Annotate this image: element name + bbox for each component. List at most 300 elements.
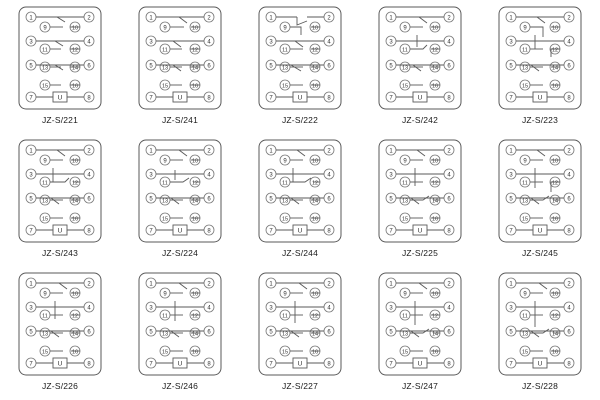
diagram-cell[interactable] xyxy=(240,0,360,133)
diagram-caption: JZ-S/221 xyxy=(41,115,79,125)
relay-diagram-svg xyxy=(257,138,343,244)
relay-diagram xyxy=(377,271,463,377)
svg-text:12: 12 xyxy=(551,47,559,54)
relay-diagram xyxy=(17,5,103,111)
svg-text:4: 4 xyxy=(447,39,451,46)
svg-text:12: 12 xyxy=(431,313,439,320)
svg-text:11: 11 xyxy=(42,180,48,187)
svg-text:1: 1 xyxy=(389,281,393,288)
svg-text:11: 11 xyxy=(42,47,48,54)
svg-text:1: 1 xyxy=(149,281,153,288)
svg-text:7: 7 xyxy=(509,95,513,102)
svg-text:13: 13 xyxy=(281,198,289,205)
svg-text:11: 11 xyxy=(162,47,168,54)
svg-text:11: 11 xyxy=(522,313,528,320)
svg-text:U: U xyxy=(57,360,63,368)
svg-text:14: 14 xyxy=(71,65,79,72)
svg-text:5: 5 xyxy=(269,63,273,70)
relay-diagram xyxy=(17,271,103,377)
svg-text:1: 1 xyxy=(29,15,33,22)
svg-text:14: 14 xyxy=(311,331,319,338)
svg-text:13: 13 xyxy=(41,331,49,338)
svg-text:11: 11 xyxy=(282,313,288,320)
relay-diagram-svg xyxy=(377,5,463,111)
svg-text:11: 11 xyxy=(282,47,288,54)
svg-text:6: 6 xyxy=(567,329,571,336)
svg-text:16: 16 xyxy=(431,83,439,90)
svg-text:13: 13 xyxy=(41,65,49,72)
svg-text:7: 7 xyxy=(269,228,273,235)
svg-text:2: 2 xyxy=(447,281,451,288)
svg-text:10: 10 xyxy=(431,291,439,298)
relay-diagram-svg xyxy=(497,5,583,111)
svg-text:5: 5 xyxy=(29,63,33,70)
diagram-caption: JZ-S/243 xyxy=(41,248,79,258)
relay-diagram xyxy=(497,271,583,377)
diagram-caption: JZ-S/227 xyxy=(281,381,319,391)
svg-text:9: 9 xyxy=(403,158,407,165)
svg-text:12: 12 xyxy=(191,313,199,320)
svg-text:5: 5 xyxy=(389,196,393,203)
relay-diagram xyxy=(497,5,583,111)
svg-text:14: 14 xyxy=(311,198,319,205)
svg-text:3: 3 xyxy=(389,172,393,179)
svg-text:6: 6 xyxy=(327,63,331,70)
svg-text:11: 11 xyxy=(402,313,408,320)
svg-text:3: 3 xyxy=(29,39,33,46)
svg-text:U: U xyxy=(537,94,543,102)
svg-text:16: 16 xyxy=(71,349,79,356)
svg-text:U: U xyxy=(417,360,423,368)
svg-text:14: 14 xyxy=(191,331,199,338)
svg-text:1: 1 xyxy=(269,148,273,155)
svg-text:14: 14 xyxy=(191,65,199,72)
diagram-cell[interactable] xyxy=(480,0,600,133)
svg-text:3: 3 xyxy=(269,305,273,312)
svg-text:2: 2 xyxy=(567,148,571,155)
svg-text:U: U xyxy=(297,227,303,235)
svg-text:6: 6 xyxy=(87,329,91,336)
svg-text:15: 15 xyxy=(41,216,49,223)
svg-text:6: 6 xyxy=(447,63,451,70)
svg-text:7: 7 xyxy=(509,228,513,235)
svg-text:1: 1 xyxy=(269,281,273,288)
relay-diagram xyxy=(137,5,223,111)
diagram-caption: JZ-S/247 xyxy=(401,381,439,391)
svg-text:10: 10 xyxy=(71,158,79,165)
diagram-cell[interactable] xyxy=(120,266,240,399)
svg-text:10: 10 xyxy=(311,158,319,165)
svg-text:14: 14 xyxy=(431,331,439,338)
svg-text:9: 9 xyxy=(163,291,167,298)
svg-text:3: 3 xyxy=(269,172,273,179)
diagram-cell[interactable] xyxy=(240,266,360,399)
svg-text:8: 8 xyxy=(567,95,571,102)
svg-text:4: 4 xyxy=(567,305,571,312)
relay-diagram xyxy=(137,138,223,244)
svg-text:5: 5 xyxy=(149,329,153,336)
svg-text:4: 4 xyxy=(327,39,331,46)
svg-text:14: 14 xyxy=(551,198,559,205)
svg-text:16: 16 xyxy=(311,83,319,90)
svg-text:7: 7 xyxy=(29,361,33,368)
relay-diagram-svg xyxy=(497,271,583,377)
svg-text:7: 7 xyxy=(269,361,273,368)
svg-text:U: U xyxy=(177,360,183,368)
svg-text:1: 1 xyxy=(149,148,153,155)
svg-text:15: 15 xyxy=(521,349,529,356)
svg-text:1: 1 xyxy=(389,148,393,155)
svg-text:2: 2 xyxy=(207,281,211,288)
svg-text:12: 12 xyxy=(71,180,79,187)
svg-text:10: 10 xyxy=(311,25,319,32)
svg-text:7: 7 xyxy=(389,361,393,368)
relay-diagram xyxy=(377,138,463,244)
svg-text:15: 15 xyxy=(161,83,169,90)
svg-text:10: 10 xyxy=(191,291,199,298)
svg-text:16: 16 xyxy=(71,83,79,90)
svg-text:7: 7 xyxy=(269,95,273,102)
svg-text:U: U xyxy=(57,94,63,102)
relay-diagram xyxy=(377,5,463,111)
svg-text:6: 6 xyxy=(87,63,91,70)
svg-text:4: 4 xyxy=(327,305,331,312)
diagram-caption: JZ-S/224 xyxy=(161,248,199,258)
svg-text:9: 9 xyxy=(403,25,407,32)
svg-text:9: 9 xyxy=(403,291,407,298)
relay-diagram-svg xyxy=(257,5,343,111)
svg-text:7: 7 xyxy=(149,361,153,368)
svg-text:5: 5 xyxy=(509,329,513,336)
svg-text:10: 10 xyxy=(191,25,199,32)
svg-text:6: 6 xyxy=(327,329,331,336)
svg-text:15: 15 xyxy=(401,216,409,223)
svg-text:4: 4 xyxy=(447,172,451,179)
diagram-cell[interactable] xyxy=(240,133,360,266)
svg-text:3: 3 xyxy=(389,39,393,46)
svg-text:7: 7 xyxy=(149,95,153,102)
svg-text:2: 2 xyxy=(327,281,331,288)
svg-text:4: 4 xyxy=(567,172,571,179)
diagram-caption: JZ-S/242 xyxy=(401,115,439,125)
svg-text:6: 6 xyxy=(447,196,451,203)
svg-text:2: 2 xyxy=(87,281,91,288)
svg-text:14: 14 xyxy=(431,65,439,72)
svg-text:5: 5 xyxy=(389,63,393,70)
relay-diagram-svg xyxy=(137,5,223,111)
svg-text:2: 2 xyxy=(87,15,91,22)
diagram-cell[interactable] xyxy=(0,133,120,266)
svg-text:15: 15 xyxy=(281,349,289,356)
svg-text:7: 7 xyxy=(509,361,513,368)
svg-text:10: 10 xyxy=(191,158,199,165)
svg-text:3: 3 xyxy=(149,39,153,46)
svg-text:7: 7 xyxy=(29,228,33,235)
svg-text:1: 1 xyxy=(29,148,33,155)
svg-text:11: 11 xyxy=(42,313,48,320)
svg-text:8: 8 xyxy=(567,361,571,368)
svg-text:9: 9 xyxy=(43,158,47,165)
svg-text:13: 13 xyxy=(521,331,529,338)
svg-text:5: 5 xyxy=(389,329,393,336)
svg-text:U: U xyxy=(297,94,303,102)
svg-text:U: U xyxy=(297,360,303,368)
relay-diagram xyxy=(257,271,343,377)
svg-text:U: U xyxy=(177,94,183,102)
svg-text:15: 15 xyxy=(281,216,289,223)
svg-text:15: 15 xyxy=(281,83,289,90)
svg-text:1: 1 xyxy=(509,15,513,22)
svg-text:3: 3 xyxy=(389,305,393,312)
svg-text:8: 8 xyxy=(327,228,331,235)
svg-text:8: 8 xyxy=(207,361,211,368)
svg-text:11: 11 xyxy=(522,47,528,54)
relay-diagram xyxy=(137,271,223,377)
svg-text:12: 12 xyxy=(191,47,199,54)
diagram-caption: JZ-S/228 xyxy=(521,381,559,391)
svg-text:8: 8 xyxy=(447,228,451,235)
svg-text:3: 3 xyxy=(149,172,153,179)
svg-text:4: 4 xyxy=(87,39,91,46)
svg-text:16: 16 xyxy=(191,216,199,223)
svg-text:10: 10 xyxy=(431,158,439,165)
svg-text:7: 7 xyxy=(389,95,393,102)
svg-text:2: 2 xyxy=(447,148,451,155)
relay-diagram-svg xyxy=(17,271,103,377)
svg-text:14: 14 xyxy=(431,198,439,205)
svg-text:16: 16 xyxy=(71,216,79,223)
svg-text:9: 9 xyxy=(43,291,47,298)
svg-text:U: U xyxy=(177,227,183,235)
svg-text:13: 13 xyxy=(401,198,409,205)
svg-text:16: 16 xyxy=(551,216,559,223)
svg-text:U: U xyxy=(417,94,423,102)
svg-text:10: 10 xyxy=(551,291,559,298)
svg-text:14: 14 xyxy=(311,65,319,72)
svg-text:15: 15 xyxy=(41,83,49,90)
svg-text:16: 16 xyxy=(551,83,559,90)
svg-text:7: 7 xyxy=(149,228,153,235)
svg-text:9: 9 xyxy=(163,158,167,165)
svg-text:10: 10 xyxy=(71,25,79,32)
diagram-cell[interactable] xyxy=(360,133,480,266)
svg-text:1: 1 xyxy=(269,15,273,22)
svg-text:10: 10 xyxy=(431,25,439,32)
svg-text:11: 11 xyxy=(162,180,168,187)
svg-text:6: 6 xyxy=(567,196,571,203)
diagram-cell[interactable] xyxy=(360,266,480,399)
svg-text:4: 4 xyxy=(87,172,91,179)
svg-text:11: 11 xyxy=(282,180,288,187)
svg-text:9: 9 xyxy=(523,291,527,298)
diagram-cell[interactable] xyxy=(480,133,600,266)
svg-text:6: 6 xyxy=(327,196,331,203)
relay-diagram xyxy=(257,5,343,111)
svg-text:13: 13 xyxy=(161,198,169,205)
svg-text:13: 13 xyxy=(161,331,169,338)
diagram-cell[interactable] xyxy=(360,0,480,133)
svg-text:13: 13 xyxy=(161,65,169,72)
svg-text:5: 5 xyxy=(509,196,513,203)
svg-text:11: 11 xyxy=(522,180,528,187)
svg-text:8: 8 xyxy=(327,95,331,102)
svg-text:U: U xyxy=(537,360,543,368)
svg-text:2: 2 xyxy=(567,281,571,288)
svg-text:4: 4 xyxy=(207,39,211,46)
svg-text:12: 12 xyxy=(431,47,439,54)
svg-text:10: 10 xyxy=(551,25,559,32)
svg-text:4: 4 xyxy=(207,172,211,179)
svg-text:5: 5 xyxy=(149,63,153,70)
diagram-cell[interactable] xyxy=(120,0,240,133)
svg-text:5: 5 xyxy=(29,196,33,203)
svg-text:1: 1 xyxy=(509,148,513,155)
relay-diagram xyxy=(257,138,343,244)
svg-text:8: 8 xyxy=(87,95,91,102)
relay-diagram-svg xyxy=(17,5,103,111)
svg-text:3: 3 xyxy=(509,305,513,312)
svg-text:3: 3 xyxy=(509,172,513,179)
svg-text:12: 12 xyxy=(311,47,319,54)
svg-text:9: 9 xyxy=(523,158,527,165)
svg-text:7: 7 xyxy=(389,228,393,235)
svg-text:U: U xyxy=(57,227,63,235)
svg-text:2: 2 xyxy=(567,15,571,22)
svg-text:16: 16 xyxy=(191,83,199,90)
svg-text:2: 2 xyxy=(207,15,211,22)
svg-text:13: 13 xyxy=(521,65,529,72)
svg-text:1: 1 xyxy=(149,15,153,22)
svg-text:14: 14 xyxy=(551,65,559,72)
svg-text:16: 16 xyxy=(431,216,439,223)
svg-text:2: 2 xyxy=(87,148,91,155)
svg-text:12: 12 xyxy=(551,313,559,320)
svg-text:10: 10 xyxy=(71,291,79,298)
svg-text:3: 3 xyxy=(269,39,273,46)
svg-text:12: 12 xyxy=(311,313,319,320)
svg-text:3: 3 xyxy=(29,172,33,179)
svg-text:13: 13 xyxy=(401,65,409,72)
svg-text:3: 3 xyxy=(509,39,513,46)
relay-diagram-svg xyxy=(137,138,223,244)
svg-text:16: 16 xyxy=(431,349,439,356)
svg-text:12: 12 xyxy=(71,313,79,320)
svg-text:4: 4 xyxy=(447,305,451,312)
svg-text:8: 8 xyxy=(447,95,451,102)
svg-text:16: 16 xyxy=(311,216,319,223)
svg-text:4: 4 xyxy=(207,305,211,312)
svg-text:12: 12 xyxy=(71,47,79,54)
svg-text:14: 14 xyxy=(71,331,79,338)
diagram-caption: JZ-S/223 xyxy=(521,115,559,125)
svg-text:6: 6 xyxy=(207,63,211,70)
svg-text:11: 11 xyxy=(402,180,408,187)
svg-text:15: 15 xyxy=(41,349,49,356)
svg-text:1: 1 xyxy=(509,281,513,288)
svg-text:4: 4 xyxy=(327,172,331,179)
svg-text:12: 12 xyxy=(191,180,199,187)
svg-text:1: 1 xyxy=(389,15,393,22)
relay-diagram-svg xyxy=(137,271,223,377)
diagram-cell[interactable] xyxy=(0,0,120,133)
svg-text:9: 9 xyxy=(43,25,47,32)
svg-text:2: 2 xyxy=(327,15,331,22)
svg-text:5: 5 xyxy=(509,63,513,70)
svg-text:4: 4 xyxy=(567,39,571,46)
svg-text:8: 8 xyxy=(327,361,331,368)
svg-text:2: 2 xyxy=(207,148,211,155)
diagram-caption: JZ-S/245 xyxy=(521,248,559,258)
svg-text:9: 9 xyxy=(163,25,167,32)
svg-text:5: 5 xyxy=(269,196,273,203)
svg-text:U: U xyxy=(537,227,543,235)
svg-text:6: 6 xyxy=(87,196,91,203)
svg-text:14: 14 xyxy=(71,198,79,205)
svg-text:16: 16 xyxy=(311,349,319,356)
svg-text:13: 13 xyxy=(281,65,289,72)
svg-text:3: 3 xyxy=(149,305,153,312)
svg-text:6: 6 xyxy=(447,329,451,336)
svg-text:12: 12 xyxy=(551,180,559,187)
svg-text:15: 15 xyxy=(401,83,409,90)
svg-text:15: 15 xyxy=(521,216,529,223)
svg-text:10: 10 xyxy=(551,158,559,165)
svg-text:6: 6 xyxy=(567,63,571,70)
svg-text:14: 14 xyxy=(191,198,199,205)
svg-text:16: 16 xyxy=(191,349,199,356)
svg-text:5: 5 xyxy=(29,329,33,336)
diagram-caption: JZ-S/226 xyxy=(41,381,79,391)
svg-text:1: 1 xyxy=(29,281,33,288)
diagram-caption: JZ-S/246 xyxy=(161,381,199,391)
svg-text:6: 6 xyxy=(207,196,211,203)
relay-diagram-svg xyxy=(257,271,343,377)
svg-text:9: 9 xyxy=(283,25,287,32)
svg-text:15: 15 xyxy=(161,349,169,356)
svg-text:10: 10 xyxy=(311,291,319,298)
svg-text:9: 9 xyxy=(283,158,287,165)
diagram-cell[interactable] xyxy=(120,133,240,266)
svg-text:3: 3 xyxy=(29,305,33,312)
svg-text:U: U xyxy=(417,227,423,235)
svg-text:8: 8 xyxy=(87,228,91,235)
relay-diagram-svg xyxy=(17,138,103,244)
svg-text:12: 12 xyxy=(431,180,439,187)
svg-text:8: 8 xyxy=(567,228,571,235)
svg-text:11: 11 xyxy=(162,313,168,320)
relay-diagram-svg xyxy=(497,138,583,244)
svg-text:13: 13 xyxy=(401,331,409,338)
svg-text:4: 4 xyxy=(87,305,91,312)
svg-text:5: 5 xyxy=(149,196,153,203)
svg-text:13: 13 xyxy=(521,198,529,205)
svg-text:8: 8 xyxy=(447,361,451,368)
svg-text:12: 12 xyxy=(311,180,319,187)
svg-text:2: 2 xyxy=(447,15,451,22)
svg-text:14: 14 xyxy=(551,331,559,338)
relay-diagram-svg xyxy=(377,138,463,244)
diagram-cell[interactable] xyxy=(0,266,120,399)
svg-text:13: 13 xyxy=(41,198,49,205)
diagram-cell[interactable] xyxy=(480,266,600,399)
svg-text:6: 6 xyxy=(207,329,211,336)
svg-text:16: 16 xyxy=(551,349,559,356)
relay-diagram xyxy=(497,138,583,244)
svg-text:7: 7 xyxy=(29,95,33,102)
svg-text:9: 9 xyxy=(283,291,287,298)
svg-text:2: 2 xyxy=(327,148,331,155)
diagram-caption: JZ-S/241 xyxy=(161,115,199,125)
